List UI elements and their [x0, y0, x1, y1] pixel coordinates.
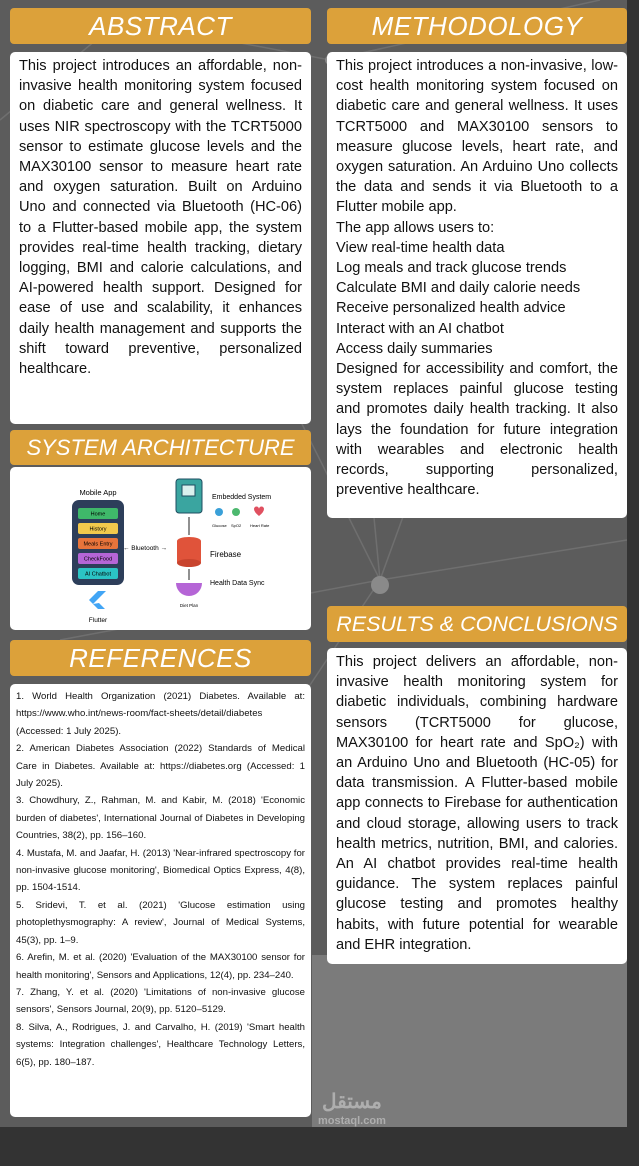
architecture-header: SYSTEM ARCHITECTURE: [10, 430, 311, 465]
results-text: This project delivers an affordable, non-invasive health monitoring system for diabetic individuals, combining hardware sensors (TCRT5000 for glucose, MAX30100 for heart rate and SpO₂) with an Arduino Uno and Bluetooth (HC-05) for data transmission. A Flutter-based mobile app connects to Firebase for authentication and cloud storage, allowing users to track health metrics, nutrition, BMI, and calories. An AI chatbot provides real-time health guidance. The system replaces painful glucose testing and promotes healthy habits, with future potential for wearable and EHR integration.: [336, 654, 618, 953]
methodology-outro: Designed for accessibility and comfort, the system replaces painful glucose testing and promotes daily health tracking. It also lays the foundation for future integration with wearables and electronic health records, supporting personalized, preventive healthcare.: [336, 361, 618, 499]
bluetooth-label: ← Bluetooth →: [122, 545, 168, 552]
list-item: Receive personalized health advice: [336, 300, 566, 317]
reference-item: 7. Zhang, Y. et al. (2020) 'Limitations of non-invasive glucose sensors', Sensors Journal, 20(9), pp. 5120–5129.: [16, 986, 305, 1016]
embedded-label: Embedded System: [212, 494, 272, 501]
reference-item: 6. Arefin, M. et al. (2020) 'Evaluation of the MAX30100 sensor for health monitoring', Sensors and Applications, 12(4), pp. 234–240.: [16, 952, 305, 981]
reference-item: 5. Sridevi, T. et al. (2021) 'Glucose estimation using photoplethysmography: A review', Journal of Medical Systems, 45(3), pp. 1–9.: [16, 899, 305, 946]
methodology-box: [327, 52, 627, 518]
diet-label: Diet Plan: [179, 603, 199, 608]
results-box: [327, 648, 627, 964]
list-item: Access daily summaries: [336, 340, 493, 357]
app-screen-label: CheckFood: [83, 556, 113, 563]
glucose-drop-icon: [215, 508, 223, 516]
results-header: RESULTS & CONCLUSIONS: [327, 606, 627, 642]
reference-item: 1. World Health Organization (2021) Diabetes. Available at: https://www.who.int/news-room/fact-sheets/detail/diabetes (Accessed: 1 July 2025).: [16, 691, 305, 737]
references-box: [10, 684, 311, 1117]
list-item: Interact with an AI chatbot: [336, 320, 504, 337]
architecture-diagram: [10, 467, 311, 630]
reference-item: 2. American Diabetes Association (2022) Standards of Medical Care in Diabetes. Available at: https://diabetes.org (Accessed: 1 July 2025).: [16, 743, 305, 790]
methodology-header: METHODOLOGY: [327, 8, 627, 44]
references-header: REFERENCES: [10, 640, 311, 676]
firebase-label: Firebase: [210, 550, 242, 559]
watermark-arabic: مستقل: [322, 1091, 382, 1113]
app-screen-label: Home: [90, 511, 106, 518]
heart-icon: [254, 507, 264, 517]
sync-label: Health Data Sync: [210, 580, 265, 587]
app-screen-label: History: [89, 526, 107, 533]
reference-item: 8. Silva, A., Rodrigues, J. and Carvalho, H. (2019) 'Smart health systems: Integration challenges', Healthcare Technology Letters, 6(5), pp. 180–187.: [16, 1021, 305, 1068]
watermark-logo: [318, 1090, 386, 1127]
reference-item: 3. Chowdhury, Z., Rahman, M. and Kabir, M. (2018) 'Economic burden of diabetes', International Journal of Diabetes in Developing Countries, 38(2), pp. 156–160.: [16, 795, 305, 842]
spo2-drop-icon: [232, 508, 240, 516]
list-item: Log meals and track glucose trends: [336, 260, 567, 277]
abstract-header: ABSTRACT: [10, 8, 311, 44]
abstract-text: This project introduces an affordable, non-invasive health monitoring system focused on diabetic care and general wellness. It uses NIR spectroscopy with the TCRT5000 sensor to estimate glucose levels and the MAX30100 sensor to measure heart rate and oxygen saturation. Built on Arduino Uno and connected via Bluetooth (HC-06) to a Flutter-based mobile app, the system provides real-time health tracking, dietary logging, BMI and calorie calculations, and AI-powered health support. Designed for ease of use and scalability, it enhances daily health management and supports the shift toward preventive, personalized healthcare.: [19, 58, 302, 378]
watermark-latin: mostaql.com: [318, 1115, 386, 1127]
flutter-logo-icon: [89, 591, 106, 609]
app-screen-label: Meals Entry: [83, 541, 113, 548]
sensor-label: SpO2: [231, 523, 242, 528]
mobile-app-label: Mobile App: [79, 488, 117, 497]
abstract-box: [10, 52, 311, 424]
flutter-label: Flutter: [88, 617, 108, 624]
list-item: View real-time health data: [336, 239, 505, 256]
sensor-label: Glucose: [212, 523, 227, 528]
app-screen-label: AI Chatbot: [85, 571, 111, 578]
reference-item: 4. Mustafa, M. and Jaafar, H. (2013) 'Near-infrared spectroscopy for non-invasive glucose monitoring', Biomedical Optics Express, 4(8), pp. 1504-1514.: [16, 847, 305, 894]
methodology-list-intro: The app allows users to:: [336, 219, 495, 236]
list-item: Calculate BMI and daily calorie needs: [336, 280, 581, 297]
bowl-icon: [176, 583, 202, 596]
methodology-intro: This project introduces a non-invasive, low-cost health monitoring system focused on diabetic care and general wellness. It uses TCRT5000 and MAX30100 sensors to measure glucose levels, heart rate, and oxygen saturation. An Arduino Uno collects the data and sends it via Bluetooth to a Flutter mobile app.: [336, 58, 618, 216]
sensor-label: Heart Rate: [250, 523, 270, 528]
